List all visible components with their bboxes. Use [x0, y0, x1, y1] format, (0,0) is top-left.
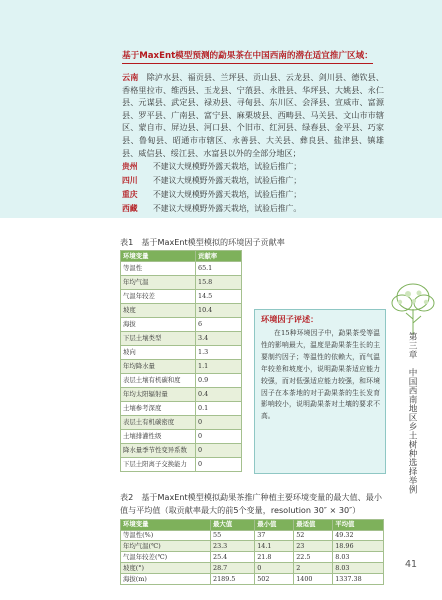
table-row: [121, 346, 242, 360]
table-cell: 0: [196, 429, 242, 443]
table-row: [121, 304, 242, 318]
table-cell: 0: [255, 563, 294, 574]
table-cell: 坡度: [121, 304, 196, 318]
table-cell: 年均气温: [121, 276, 196, 290]
table1-caption: 表1 基于MaxEnt模型模拟的环境因子贡献率: [120, 237, 285, 247]
recommendation-panel: [0, 0, 442, 218]
table-row: [121, 415, 242, 429]
table-row: [121, 401, 242, 415]
table-cell: 0.1: [196, 401, 242, 415]
table-cell: 49.32: [333, 530, 384, 541]
table-row: [121, 552, 384, 563]
column-header: 环境变量: [121, 251, 196, 262]
table-cell: 0.9: [196, 374, 242, 388]
table-cell: 502: [255, 574, 294, 585]
column-header: 贡献率: [196, 251, 242, 262]
commentary-callout: [254, 309, 386, 474]
province-line-tibet: [122, 202, 301, 216]
panel-title: 基于MaxEnt模型预测的勐果茶在中国西南的潜在适宜推广区域：: [122, 50, 373, 64]
table-cell: 0: [196, 415, 242, 429]
column-header: 最小值: [255, 520, 294, 531]
table-row: [121, 541, 384, 552]
table-cell: 3.4: [196, 332, 242, 346]
table-cell: 表层土壤有机碳和度: [121, 374, 196, 388]
table-row: [121, 262, 242, 276]
page-number: 41: [405, 559, 418, 570]
province-text: 不建议大规模野外露天栽培，试验后推广；: [153, 176, 302, 185]
table-cell: 0.4: [196, 388, 242, 402]
column-header: 环境变量: [121, 520, 211, 531]
table-cell: 土壤参考深度: [121, 401, 196, 415]
province-name: 重庆: [122, 190, 138, 199]
chapter-title: 第三章 中国西南地区乡土树种选择举例: [407, 332, 417, 494]
table-row: [121, 443, 242, 457]
table-cell: 18.96: [333, 541, 384, 552]
table-row: [121, 360, 242, 374]
table-cell: 年均气温(℃): [121, 541, 211, 552]
table-cell: 气温年较差(℃): [121, 552, 211, 563]
table-cell: 海拔(m): [121, 574, 211, 585]
table-cell: 海拔: [121, 318, 196, 332]
contribution-table: [120, 250, 242, 472]
callout-body: 在15种环境因子中，勐果茶受等温性的影响最大，温度是勐果茶生长的主要制约因子；等温性的依赖大，而气温年较差和坡度小，说明勐果茶适应能力较强，而对低强适应能力较强，和环境因子在本茶地的对于勐果茶的生长发育影响较小，说明勐果茶对土壤的要求不高。: [261, 329, 380, 421]
table2-caption: 表2 基于MaxEnt模型模拟勐果茶推广种植主要环境变量的最大值、最小值与平均值（取贡献率最大的前5个变量，resolution 30″ × 30″）: [120, 492, 382, 515]
table-cell: 55: [211, 530, 255, 541]
table-cell: 25.4: [211, 552, 255, 563]
region-description: [122, 71, 384, 159]
region-text: 除泸水县、福贡县、兰坪县、贡山县、云龙县、剑川县、德钦县、香格里拉市、维西县、玉龙县、宁蒗县、永胜县、华坪县、大姚县、永仁县、元谋县、武定县、禄劝县、寻甸县、东川区、会泽县、宣威市、富源县、罗平县、广南县、富宁县、麻栗坡县、西畴县、马关县、文山市市辖区、蒙自市、屏边县、河口县、个旧市、红河县、绿春县、金平县、巧家县、鲁甸县、昭通市市辖区、永善县、大关县、彝良县、盐津县、镇雄县、威信县、绥江县、水富县以外的全部分地区；: [122, 72, 384, 158]
table-cell: 坡度(°): [121, 563, 211, 574]
table-cell: 1400: [294, 574, 333, 585]
table-row: [121, 530, 384, 541]
variable-stats-table: [120, 519, 384, 585]
column-header: 最适值: [294, 520, 333, 531]
table-cell: 14.5: [196, 290, 242, 304]
table-cell: 65.1: [196, 262, 242, 276]
table-cell: 6: [196, 318, 242, 332]
table-row: [121, 457, 242, 471]
table-cell: 下层土壤类型: [121, 332, 196, 346]
region-name: 云南: [122, 72, 139, 82]
table-row: [121, 374, 242, 388]
province-name: 四川: [122, 176, 138, 185]
province-text: 不建议大规模野外露天栽培，试验后推广。: [153, 204, 302, 213]
table-cell: 21.8: [255, 552, 294, 563]
province-name: 贵州: [122, 162, 138, 171]
table-cell: 23: [294, 541, 333, 552]
table-cell: 坡向: [121, 346, 196, 360]
province-line-guizhou: [122, 160, 301, 174]
table-cell: 下层土阳离子交换能力: [121, 457, 196, 471]
table-cell: 0: [196, 443, 242, 457]
table-cell: 28.7: [211, 563, 255, 574]
table-cell: 年均太阳辐射量: [121, 388, 196, 402]
table-cell: 52: [294, 530, 333, 541]
table-row: [121, 276, 242, 290]
table-cell: 等温性: [121, 262, 196, 276]
table-row: [121, 388, 242, 402]
table-header-row: [121, 251, 242, 262]
table-cell: 0: [196, 457, 242, 471]
province-name: 西藏: [122, 204, 138, 213]
table-row: [121, 290, 242, 304]
table-cell: 1.3: [196, 346, 242, 360]
column-header: 平均值: [333, 520, 384, 531]
table-cell: 37: [255, 530, 294, 541]
table-cell: 23.3: [211, 541, 255, 552]
table-cell: 气温年较差: [121, 290, 196, 304]
table-cell: 1.1: [196, 360, 242, 374]
callout-title: 环境因子评述：: [261, 314, 319, 324]
column-header: 最大值: [211, 520, 255, 531]
table-row: [121, 429, 242, 443]
province-text: 不建议大规模野外露天栽培，试验后推广；: [153, 162, 302, 171]
table-cell: 1337.38: [333, 574, 384, 585]
table-row: [121, 332, 242, 346]
table-cell: 8.03: [333, 563, 384, 574]
province-text: 不建议大规模野外露天栽培，试验后推广；: [153, 190, 302, 199]
table-cell: 等温性(%): [121, 530, 211, 541]
table-header-row: [121, 520, 384, 531]
table-cell: 降水量季节性变异系数: [121, 443, 196, 457]
table-cell: 表层土有机碳密度: [121, 415, 196, 429]
table-row: [121, 318, 242, 332]
province-line-chongqing: [122, 188, 301, 202]
table-cell: 10.4: [196, 304, 242, 318]
table-cell: 8.03: [333, 552, 384, 563]
table-cell: 2: [294, 563, 333, 574]
table-cell: 土壤排灌性级: [121, 429, 196, 443]
table-cell: 年均降水量: [121, 360, 196, 374]
table-cell: 15.8: [196, 276, 242, 290]
table-cell: 22.5: [294, 552, 333, 563]
table-cell: 2189.5: [211, 574, 255, 585]
table-cell: 14.1: [255, 541, 294, 552]
table-row: [121, 574, 384, 585]
province-line-sichuan: [122, 174, 301, 188]
table-row: [121, 563, 384, 574]
